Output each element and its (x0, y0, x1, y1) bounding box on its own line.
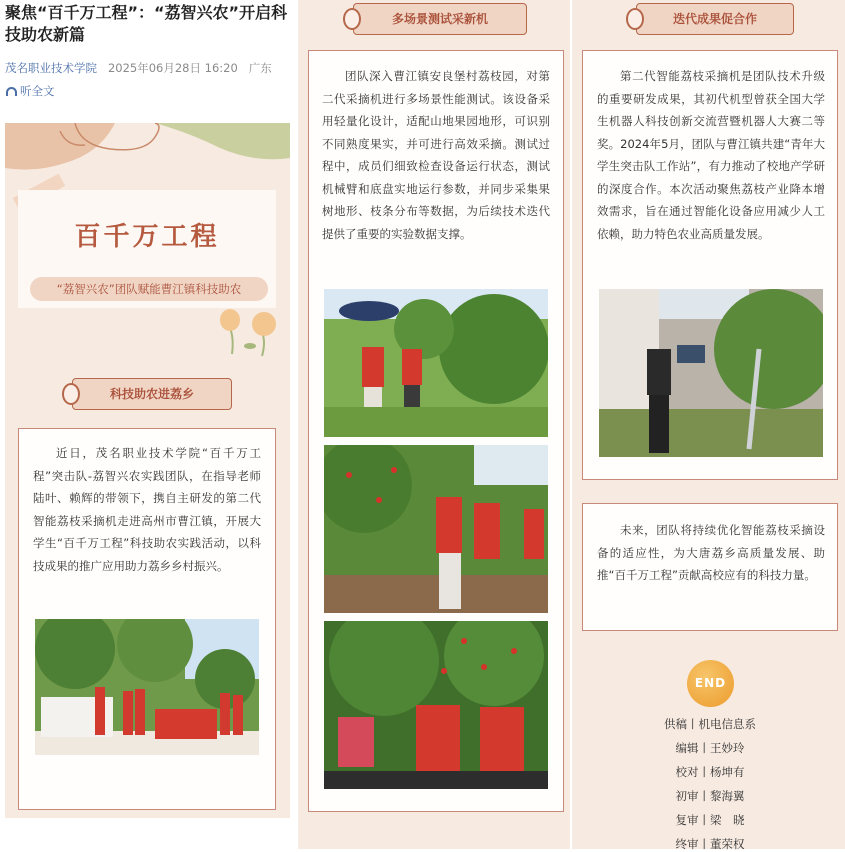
binder-ring-icon (62, 383, 80, 405)
photo-field-test-2-image (324, 445, 548, 613)
article-column-1 (0, 0, 292, 849)
photo-team-banner (35, 619, 259, 755)
article-datetime: 2025年06月28日 16:20 (107, 61, 238, 75)
binder-ring-icon (343, 8, 361, 30)
article-region: 广东 (248, 61, 272, 75)
photo-field-test-3 (324, 621, 548, 789)
credit-line: 复审丨梁 晓 (675, 813, 745, 827)
end-badge: END (687, 660, 734, 707)
photo-field-test-1 (324, 289, 548, 437)
closing-text: 未来，团队将持续优化智能荔枝采摘设备的适应性，为大唐荔乡高质量发展、助推“百千万工程”贡献高校应有的科技力量。 (597, 523, 825, 582)
article-source[interactable]: 茂名职业技术学院 (5, 61, 97, 75)
photo-field-test-3-image (324, 621, 548, 789)
photo-station-test-image (599, 289, 823, 457)
section-title-1: 科技助农进荔乡 (72, 378, 232, 410)
section-box-1 (18, 428, 276, 810)
photo-field-test-1-image (324, 289, 548, 437)
section-box-3 (582, 50, 838, 480)
listen-button[interactable] (6, 83, 55, 99)
photo-field-test-2 (324, 445, 548, 613)
section-banner-3 (626, 3, 794, 35)
listen-label: 听全文 (20, 84, 55, 98)
binder-ring-icon (626, 8, 644, 30)
article-meta (5, 60, 272, 76)
section-banner-2 (343, 3, 527, 35)
section-text-2: 团队深入曹江镇安良堡村荔枝园，对第二代采摘机进行多场景性能测试。该设备采用轻量化设计，适配山地果园地形，可识别不同熟度果实，并可进行高效采摘。测试过程中，成员们细致检查设备运行状态，测试机械臂和底盘实地运行参数，并同步采集果树地形、枝条分布等数据，为后续技术迭代提供了重要的实验数据支撑。 (322, 69, 550, 241)
credit-line: 终审丨董荣权 (675, 837, 745, 851)
photo-station-test (599, 289, 823, 457)
credit-line: 校对丨杨坤有 (675, 765, 745, 779)
credit-line: 初审丨黎海翼 (675, 789, 745, 803)
article-headline: 聚焦“百千万工程”：“荔智兴农”开启科技助农新篇 (5, 3, 288, 44)
closing-box (582, 503, 838, 631)
hero-title: 百千万工程 (74, 222, 220, 252)
photo-team-banner-image (35, 619, 259, 755)
hero-subtitle: “荔智兴农”团队赋能曹江镇科技助农 (30, 277, 268, 301)
headphones-icon (6, 87, 17, 96)
section-banner-1 (62, 378, 232, 410)
section-text-1: 近日，茂名职业技术学院“百千万工程”突击队-荔智兴农实践团队，在指导老师陆叶、赖辉的带领下，携自主研发的第二代智能荔枝采摘机走进高州市曹江镇，开展大学生“百千万工程”科技助农实践活动，以科技成果的推广应用助力荔乡乡村振兴。 (33, 446, 261, 573)
credit-line: 编辑丨王妙玲 (675, 741, 745, 755)
credit-line: 供稿丨机电信息系 (664, 717, 756, 731)
section-title-2: 多场景测试采新机 (353, 3, 527, 35)
section-title-3: 迭代成果促合作 (636, 3, 794, 35)
section-box-2 (308, 50, 564, 812)
section-text-3: 第二代智能荔枝采摘机是团队技术升级的重要研发成果，其初代机型曾获全国大学生机器人科技创新交流营暨机器人大赛二等奖。2024年5月，团队与曹江镇共建“青年大学生突击队工作站”，有力推动了校地产学研的深度合作。本次活动聚焦荔枝产业降本增效需求，旨在通过智能化设备应用减少人工依赖，助力特色农业高质量发展。 (597, 69, 825, 241)
